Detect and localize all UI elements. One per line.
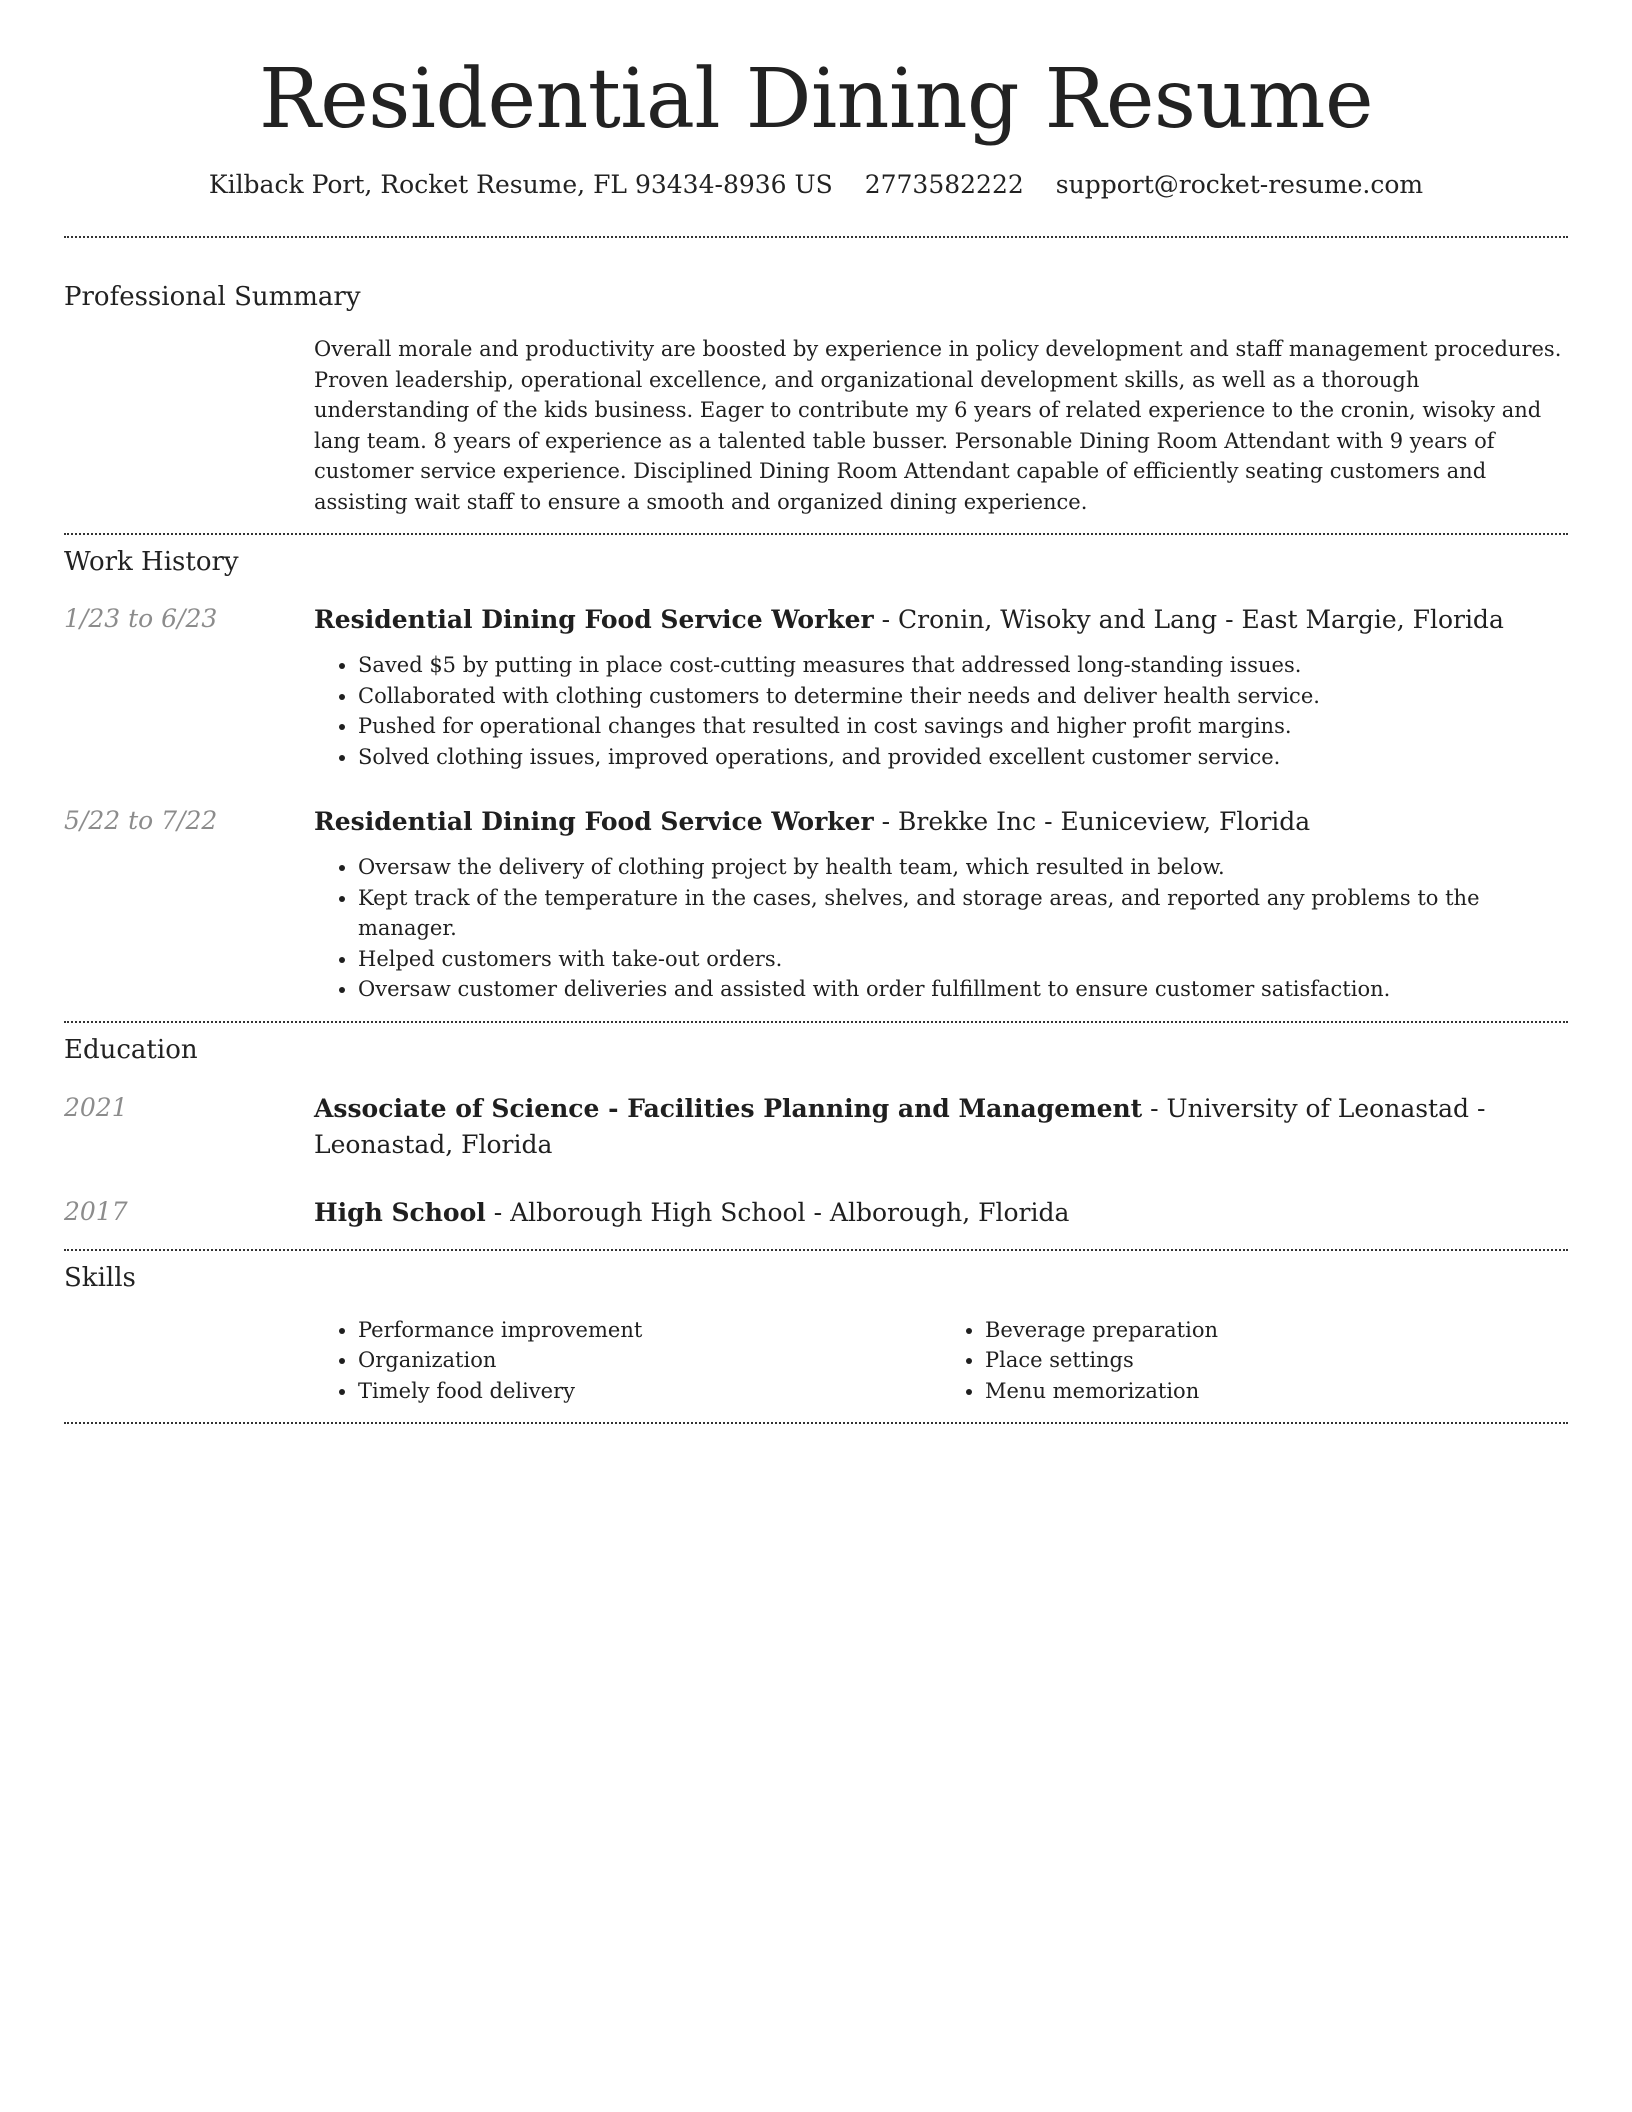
- job-duties: [314, 650, 1568, 772]
- skills-spacer: [64, 1315, 314, 1407]
- resume-title: Residential Dining Resume: [258, 52, 1374, 147]
- job-position: Residential Dining Food Service Worker: [314, 807, 874, 836]
- skill-item: • Organization: [358, 1345, 941, 1376]
- contact-phone: 2773582222: [864, 170, 1024, 199]
- section-divider: [64, 533, 1568, 535]
- job-content: [314, 602, 1568, 772]
- job-content: [314, 804, 1568, 1005]
- summary-spacer: [64, 334, 314, 517]
- section-divider: [64, 1422, 1568, 1424]
- education-entry: [64, 1091, 1568, 1163]
- contact-email: support@rocket-resume.com: [1055, 170, 1424, 199]
- summary-heading: Professional Summary: [64, 282, 361, 312]
- job-entry: [64, 602, 1568, 772]
- skill-item: • Menu memorization: [985, 1376, 1568, 1407]
- skills-heading: Skills: [64, 1262, 136, 1293]
- contact-line: [64, 168, 1568, 202]
- section-divider: [64, 236, 1568, 238]
- work-history-heading: Work History: [64, 547, 239, 577]
- job-employer-location: - Brekke Inc - Euniceview, Florida: [873, 807, 1311, 836]
- education-title: [314, 1195, 1568, 1231]
- skill-item: • Place settings: [985, 1345, 1568, 1376]
- section-divider: [64, 1249, 1568, 1251]
- job-title: [314, 804, 1568, 840]
- job-position: Residential Dining Food Service Worker: [314, 605, 874, 634]
- skills-list: [314, 1315, 1568, 1407]
- skill-item: • Beverage preparation: [985, 1315, 1568, 1346]
- education-heading: Education: [64, 1034, 198, 1065]
- education-year: 2021: [64, 1092, 128, 1122]
- job-title: [314, 602, 1568, 638]
- skill-item: • Timely food delivery: [358, 1376, 941, 1407]
- education-title: [314, 1091, 1568, 1163]
- skills-section: [64, 1315, 1568, 1407]
- education-degree: High School: [314, 1197, 486, 1227]
- list-item: • Helped customers with take-out orders.: [358, 944, 1568, 975]
- list-item: • Saved $5 by putting in place cost-cutting measures that addressed long-standing issues.: [358, 650, 1568, 681]
- list-item: • Collaborated with clothing customers to determine their needs and deliver health service.: [358, 681, 1568, 712]
- education-school: - Alborough High School - Alborough, Florida: [485, 1197, 1070, 1227]
- skills-column-right: [941, 1315, 1568, 1407]
- resume-page: [64, 0, 1568, 1424]
- list-item: • Solved clothing issues, improved operations, and provided excellent customer service.: [358, 742, 1568, 773]
- list-item: • Pushed for operational changes that resulted in cost savings and higher profit margins.: [358, 711, 1568, 742]
- job-entry: [64, 804, 1568, 1005]
- contact-address: Kilback Port, Rocket Resume, FL 93434-8936 US: [208, 170, 833, 199]
- job-dates: 1/23 to 6/23: [64, 604, 218, 633]
- list-item: • Kept track of the temperature in the cases, shelves, and storage areas, and reported any problems to the manager.: [358, 883, 1568, 944]
- skill-item: • Performance improvement: [358, 1315, 941, 1346]
- education-school: - University of Leonastad - Leonastad, Florida: [314, 1093, 1486, 1159]
- skills-column-left: [314, 1315, 941, 1407]
- list-item: • Oversaw customer deliveries and assisted with order fulfillment to ensure customer satisfaction.: [358, 974, 1568, 1005]
- job-dates: 5/22 to 7/22: [64, 806, 218, 835]
- job-employer-location: - Cronin, Wisoky and Lang - East Margie, Florida: [873, 605, 1504, 634]
- education-entry: [64, 1195, 1568, 1231]
- summary-text: Overall morale and productivity are boosted by experience in policy development and staff management procedures. Proven leadership, operational excellence, and organizational development skills, as well as a thorough understanding of the kids business. Eager to contribute my 6 years of related experience to the cronin, wisoky and lang team. 8 years of experience as a talented table busser. Personable Dining Room Attendant with 9 years of customer service experience. Disciplined Dining Room Attendant capable of efficiently seating customers and assisting wait staff to ensure a smooth and organized dining experience.: [314, 337, 1562, 514]
- summary-section: [64, 334, 1568, 517]
- section-divider: [64, 1021, 1568, 1023]
- education-year: 2017: [64, 1196, 128, 1226]
- list-item: • Oversaw the delivery of clothing project by health team, which resulted in below.: [358, 852, 1568, 883]
- education-degree: Associate of Science - Facilities Planning and Management: [314, 1093, 1143, 1123]
- job-duties: [314, 852, 1568, 1005]
